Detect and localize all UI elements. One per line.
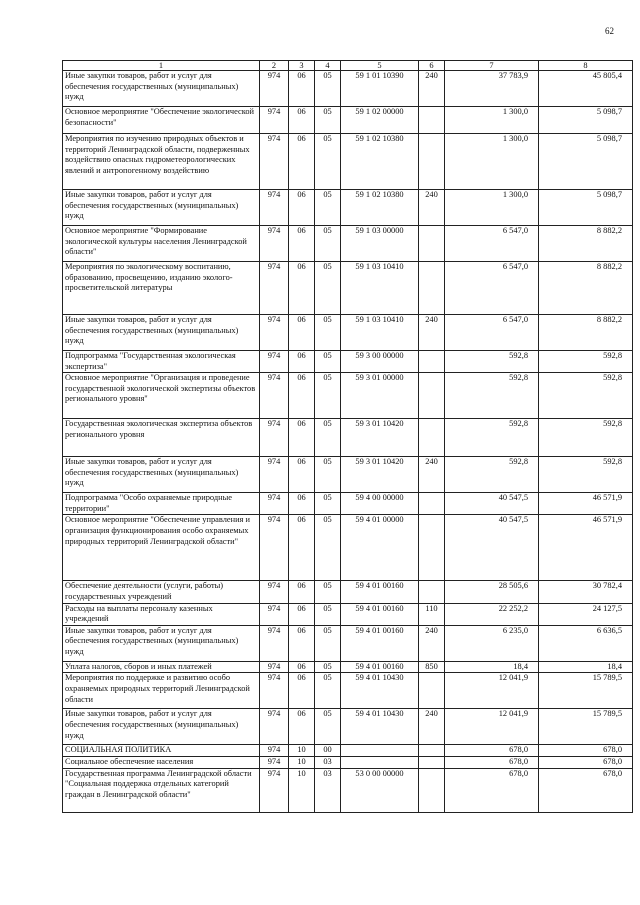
row-amount-1: 678,0 <box>445 745 539 757</box>
row-ved: 974 <box>260 581 289 603</box>
row-name: Уплата налогов, сборов и иных платежей <box>63 661 260 673</box>
row-amount-1: 28 505,6 <box>445 581 539 603</box>
row-amount-1: 18,4 <box>445 661 539 673</box>
row-amount-1: 40 547,5 <box>445 493 539 515</box>
row-name: Мероприятия по изучению природных объектов и территорий Ленинградской области, подверженных воздействию опасных гидрометеорологических явлений и антропогенному воздействию <box>63 134 260 190</box>
row-vr <box>419 226 445 262</box>
row-rz: 06 <box>289 262 315 315</box>
row-csr: 59 3 01 10420 <box>341 457 419 493</box>
row-amount-2: 592,8 <box>539 351 633 373</box>
table-row <box>63 768 633 812</box>
row-rz: 06 <box>289 603 315 625</box>
row-amount-1: 592,8 <box>445 373 539 419</box>
header-col-4: 4 <box>315 61 341 71</box>
row-csr: 59 4 01 10430 <box>341 673 419 709</box>
table-header-row <box>63 61 633 71</box>
row-amount-1: 40 547,5 <box>445 515 539 581</box>
row-name: Основное мероприятие "Обеспечение экологической безопасности" <box>63 107 260 134</box>
table-row <box>63 226 633 262</box>
row-pr: 05 <box>315 190 341 226</box>
row-csr: 59 4 01 00160 <box>341 581 419 603</box>
row-vr <box>419 768 445 812</box>
row-vr: 240 <box>419 315 445 351</box>
row-amount-2: 18,4 <box>539 661 633 673</box>
row-amount-2: 592,8 <box>539 457 633 493</box>
row-rz: 06 <box>289 71 315 107</box>
row-amount-1: 592,8 <box>445 351 539 373</box>
row-ved: 974 <box>260 107 289 134</box>
row-csr <box>341 745 419 757</box>
row-amount-2: 24 127,5 <box>539 603 633 625</box>
row-ved: 974 <box>260 745 289 757</box>
table-row <box>63 315 633 351</box>
row-ved: 974 <box>260 661 289 673</box>
row-ved: 974 <box>260 515 289 581</box>
row-csr: 59 1 03 00000 <box>341 226 419 262</box>
row-ved: 974 <box>260 457 289 493</box>
row-amount-2: 5 098,7 <box>539 190 633 226</box>
header-col-2: 2 <box>260 61 289 71</box>
row-vr <box>419 673 445 709</box>
table-row <box>63 107 633 134</box>
row-amount-2: 592,8 <box>539 419 633 457</box>
row-csr: 59 4 01 10430 <box>341 709 419 745</box>
table-row <box>63 661 633 673</box>
row-name: Мероприятия по поддержке и развитию особо охраняемых природных территорий Ленинградской области <box>63 673 260 709</box>
row-ved: 974 <box>260 71 289 107</box>
row-csr: 59 4 01 00160 <box>341 661 419 673</box>
row-rz: 06 <box>289 581 315 603</box>
row-amount-1: 12 041,9 <box>445 673 539 709</box>
row-pr: 05 <box>315 709 341 745</box>
row-ved: 974 <box>260 756 289 768</box>
row-ved: 974 <box>260 673 289 709</box>
row-csr: 59 4 01 00160 <box>341 625 419 661</box>
row-name: Мероприятия по экологическому воспитанию, образованию, просвещению, изданию эколого-просветительской литературы <box>63 262 260 315</box>
row-csr: 59 3 01 10420 <box>341 419 419 457</box>
row-ved: 974 <box>260 134 289 190</box>
table-row <box>63 581 633 603</box>
row-csr: 59 3 01 00000 <box>341 373 419 419</box>
table-row <box>63 756 633 768</box>
row-vr <box>419 351 445 373</box>
row-rz: 06 <box>289 107 315 134</box>
row-name: Обеспечение деятельности (услуги, работы) государственных учреждений <box>63 581 260 603</box>
row-vr <box>419 419 445 457</box>
row-vr: 240 <box>419 709 445 745</box>
row-ved: 974 <box>260 625 289 661</box>
row-amount-2: 30 782,4 <box>539 581 633 603</box>
row-name: Социальное обеспечение населения <box>63 756 260 768</box>
row-amount-2: 5 098,7 <box>539 134 633 190</box>
row-rz: 06 <box>289 226 315 262</box>
row-ved: 974 <box>260 262 289 315</box>
row-name: Государственная программа Ленинградской области "Социальная поддержка отдельных категорий граждан в Ленинградской области" <box>63 768 260 812</box>
row-vr <box>419 745 445 757</box>
row-name: Расходы на выплаты персоналу казенных учреждений <box>63 603 260 625</box>
row-csr: 59 1 03 10410 <box>341 262 419 315</box>
row-name: Подпрограмма "Особо охраняемые природные территории" <box>63 493 260 515</box>
row-csr: 59 4 01 00000 <box>341 515 419 581</box>
row-name: Основное мероприятие "Организация и проведение государственной экологической экспертизы объектов регионального уровня" <box>63 373 260 419</box>
row-name: Иные закупки товаров, работ и услуг для обеспечения государственных (муниципальных) нужд <box>63 315 260 351</box>
header-col-6: 6 <box>419 61 445 71</box>
row-name: Иные закупки товаров, работ и услуг для обеспечения государственных (муниципальных) нужд <box>63 625 260 661</box>
row-pr: 05 <box>315 262 341 315</box>
row-rz: 10 <box>289 745 315 757</box>
table-row <box>63 71 633 107</box>
row-csr: 59 1 01 10390 <box>341 71 419 107</box>
row-pr: 05 <box>315 134 341 190</box>
row-amount-1: 6 547,0 <box>445 262 539 315</box>
row-ved: 974 <box>260 373 289 419</box>
table-row <box>63 419 633 457</box>
row-vr: 850 <box>419 661 445 673</box>
row-amount-2: 678,0 <box>539 756 633 768</box>
row-csr: 59 3 00 00000 <box>341 351 419 373</box>
row-pr: 05 <box>315 373 341 419</box>
row-rz: 06 <box>289 315 315 351</box>
row-csr: 59 1 02 10380 <box>341 134 419 190</box>
row-amount-2: 46 571,9 <box>539 493 633 515</box>
row-pr: 05 <box>315 107 341 134</box>
row-vr <box>419 581 445 603</box>
row-rz: 06 <box>289 419 315 457</box>
row-pr: 05 <box>315 315 341 351</box>
row-amount-2: 15 789,5 <box>539 673 633 709</box>
row-rz: 06 <box>289 673 315 709</box>
row-amount-1: 12 041,9 <box>445 709 539 745</box>
row-name: Основное мероприятие "Формирование экологической культуры населения Ленинградской области" <box>63 226 260 262</box>
row-csr: 59 1 02 10380 <box>341 190 419 226</box>
table-row <box>63 262 633 315</box>
row-rz: 06 <box>289 493 315 515</box>
row-vr <box>419 107 445 134</box>
table-row <box>63 745 633 757</box>
row-amount-2: 592,8 <box>539 373 633 419</box>
row-csr: 59 4 01 00160 <box>341 603 419 625</box>
row-ved: 974 <box>260 190 289 226</box>
row-amount-1: 678,0 <box>445 756 539 768</box>
row-pr: 05 <box>315 457 341 493</box>
row-csr: 59 4 00 00000 <box>341 493 419 515</box>
header-col-3: 3 <box>289 61 315 71</box>
row-vr <box>419 262 445 315</box>
row-amount-1: 592,8 <box>445 419 539 457</box>
row-pr: 05 <box>315 351 341 373</box>
row-amount-1: 1 300,0 <box>445 134 539 190</box>
row-ved: 974 <box>260 315 289 351</box>
row-pr: 03 <box>315 768 341 812</box>
row-amount-2: 46 571,9 <box>539 515 633 581</box>
row-name: Государственная экологическая экспертиза объектов регионального уровня <box>63 419 260 457</box>
row-vr <box>419 515 445 581</box>
row-pr: 05 <box>315 493 341 515</box>
row-rz: 06 <box>289 625 315 661</box>
row-amount-2: 5 098,7 <box>539 107 633 134</box>
row-name: Основное мероприятие "Обеспечение управления и организация функционирования особо охраняемых природных территорий Ленинградской области" <box>63 515 260 581</box>
row-pr: 05 <box>315 71 341 107</box>
row-rz: 06 <box>289 661 315 673</box>
row-vr <box>419 134 445 190</box>
row-pr: 05 <box>315 515 341 581</box>
table-row <box>63 673 633 709</box>
row-vr: 240 <box>419 71 445 107</box>
row-name: Иные закупки товаров, работ и услуг для обеспечения государственных (муниципальных) нужд <box>63 190 260 226</box>
table-row <box>63 493 633 515</box>
table-row <box>63 351 633 373</box>
row-name: Иные закупки товаров, работ и услуг для обеспечения государственных (муниципальных) нужд <box>63 709 260 745</box>
row-rz: 06 <box>289 515 315 581</box>
row-pr: 05 <box>315 581 341 603</box>
row-amount-2: 6 636,5 <box>539 625 633 661</box>
table-row <box>63 457 633 493</box>
row-rz: 06 <box>289 134 315 190</box>
row-amount-2: 8 882,2 <box>539 226 633 262</box>
table-row <box>63 515 633 581</box>
row-ved: 974 <box>260 603 289 625</box>
row-amount-2: 678,0 <box>539 745 633 757</box>
row-vr <box>419 756 445 768</box>
table-row <box>63 373 633 419</box>
header-col-1: 1 <box>63 61 260 71</box>
page-number: 62 <box>605 26 614 36</box>
row-rz: 10 <box>289 768 315 812</box>
header-col-5: 5 <box>341 61 419 71</box>
row-amount-1: 592,8 <box>445 457 539 493</box>
table-row <box>63 134 633 190</box>
row-amount-1: 6 547,0 <box>445 226 539 262</box>
row-rz: 06 <box>289 351 315 373</box>
row-amount-2: 45 805,4 <box>539 71 633 107</box>
row-vr: 240 <box>419 625 445 661</box>
table-row <box>63 603 633 625</box>
row-csr <box>341 756 419 768</box>
row-amount-2: 678,0 <box>539 768 633 812</box>
row-rz: 06 <box>289 373 315 419</box>
row-ved: 974 <box>260 709 289 745</box>
row-amount-1: 6 547,0 <box>445 315 539 351</box>
row-csr: 53 0 00 00000 <box>341 768 419 812</box>
row-amount-1: 678,0 <box>445 768 539 812</box>
row-pr: 05 <box>315 226 341 262</box>
row-pr: 05 <box>315 673 341 709</box>
row-rz: 06 <box>289 457 315 493</box>
row-name: Подпрограмма "Государственная экологическая экспертиза" <box>63 351 260 373</box>
table-row <box>63 625 633 661</box>
row-pr: 05 <box>315 661 341 673</box>
row-ved: 974 <box>260 493 289 515</box>
row-amount-2: 8 882,2 <box>539 262 633 315</box>
row-rz: 06 <box>289 709 315 745</box>
row-vr: 240 <box>419 457 445 493</box>
row-ved: 974 <box>260 419 289 457</box>
row-amount-1: 22 252,2 <box>445 603 539 625</box>
row-pr: 00 <box>315 745 341 757</box>
header-col-8: 8 <box>539 61 633 71</box>
row-name: СОЦИАЛЬНАЯ ПОЛИТИКА <box>63 745 260 757</box>
row-pr: 05 <box>315 603 341 625</box>
row-pr: 05 <box>315 625 341 661</box>
row-rz: 10 <box>289 756 315 768</box>
row-csr: 59 1 02 00000 <box>341 107 419 134</box>
budget-table <box>62 60 633 813</box>
row-vr: 110 <box>419 603 445 625</box>
row-amount-1: 37 783,9 <box>445 71 539 107</box>
row-rz: 06 <box>289 190 315 226</box>
header-col-7: 7 <box>445 61 539 71</box>
row-amount-1: 1 300,0 <box>445 190 539 226</box>
row-amount-1: 1 300,0 <box>445 107 539 134</box>
row-csr: 59 1 03 10410 <box>341 315 419 351</box>
row-amount-1: 6 235,0 <box>445 625 539 661</box>
row-name: Иные закупки товаров, работ и услуг для обеспечения государственных (муниципальных) нужд <box>63 457 260 493</box>
row-ved: 974 <box>260 768 289 812</box>
table-row <box>63 190 633 226</box>
row-vr: 240 <box>419 190 445 226</box>
row-ved: 974 <box>260 226 289 262</box>
table-row <box>63 709 633 745</box>
row-amount-2: 8 882,2 <box>539 315 633 351</box>
row-vr <box>419 493 445 515</box>
row-name: Иные закупки товаров, работ и услуг для обеспечения государственных (муниципальных) нужд <box>63 71 260 107</box>
row-pr: 05 <box>315 419 341 457</box>
row-vr <box>419 373 445 419</box>
row-ved: 974 <box>260 351 289 373</box>
row-pr: 03 <box>315 756 341 768</box>
row-amount-2: 15 789,5 <box>539 709 633 745</box>
